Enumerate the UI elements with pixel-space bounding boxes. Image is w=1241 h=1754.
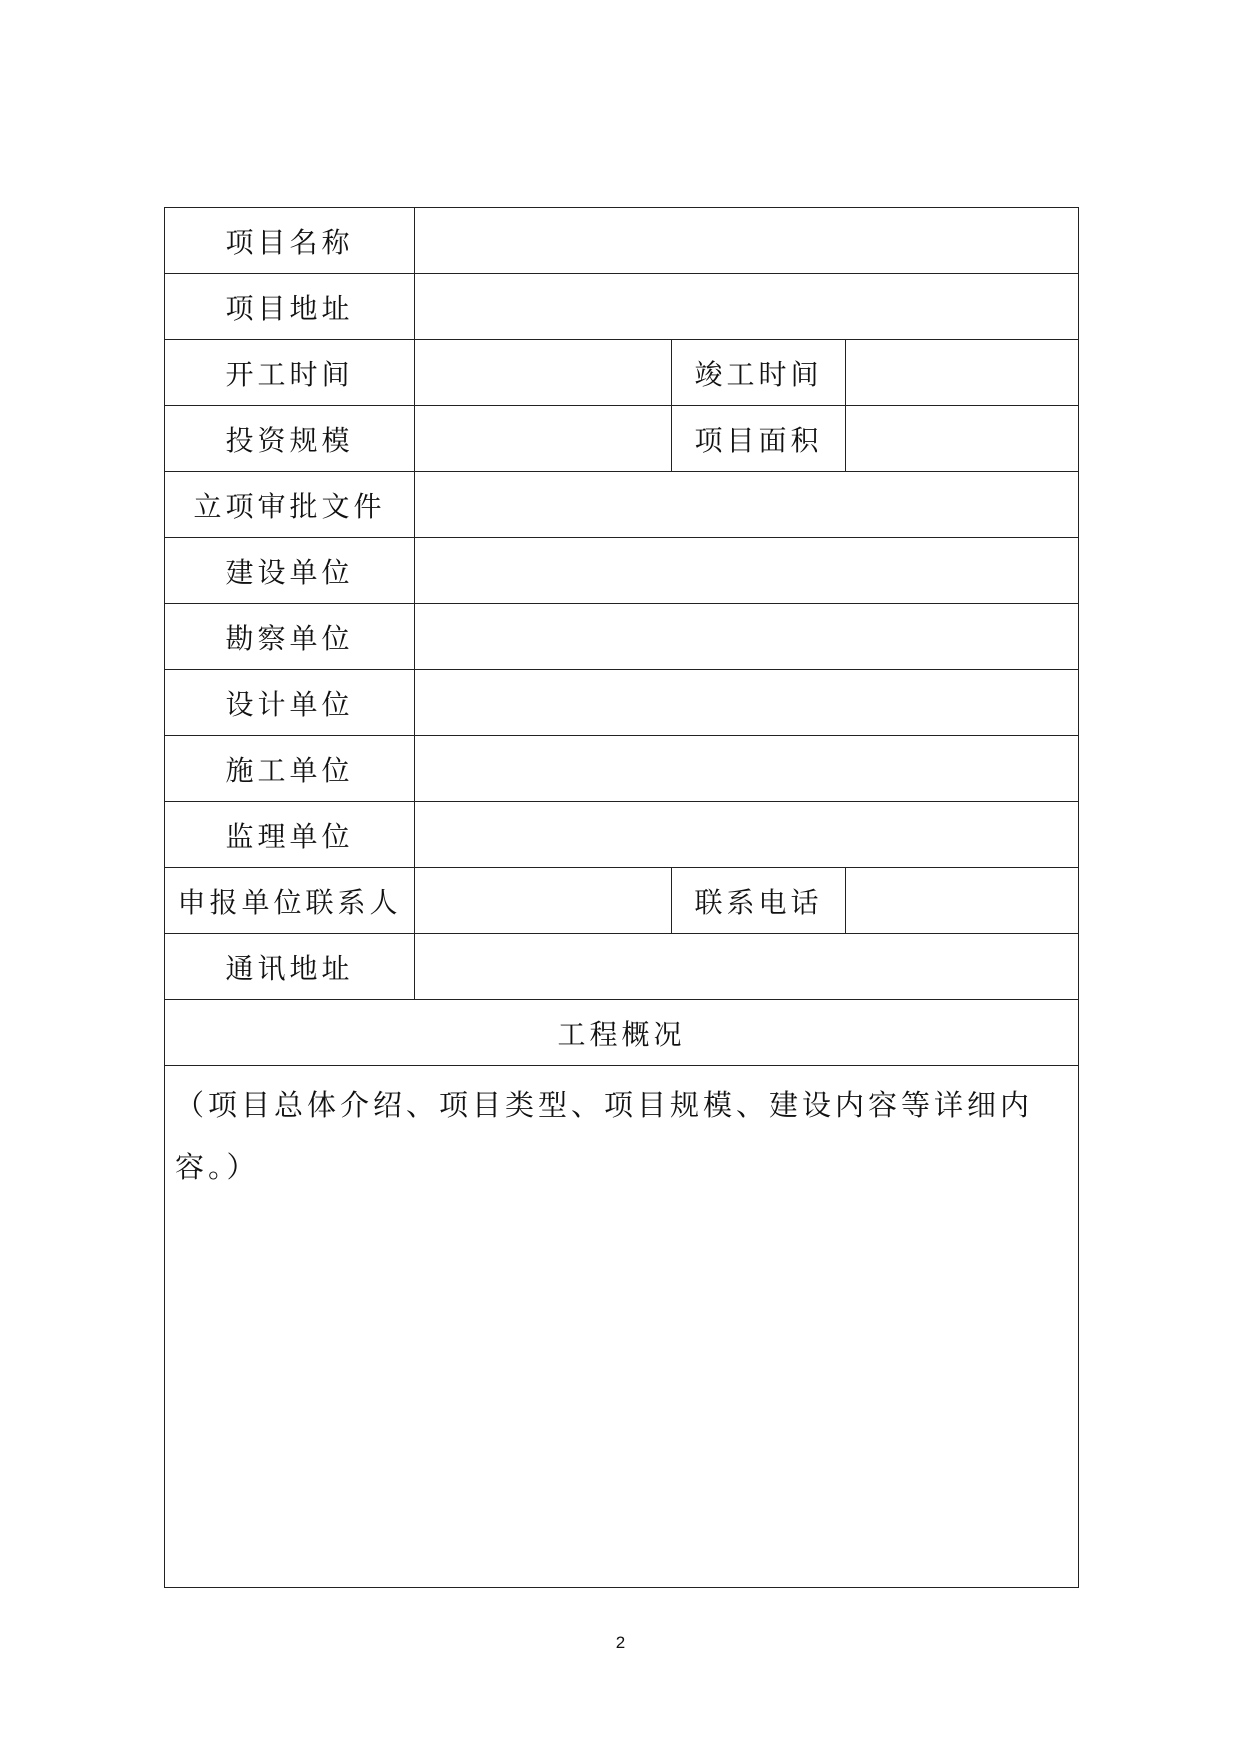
project-area-label: 项目面积 [672, 406, 846, 472]
row-mailing-address [165, 934, 1079, 1000]
design-unit-field[interactable] [415, 670, 1079, 736]
project-address-field[interactable] [415, 274, 1079, 340]
completion-time-field[interactable] [846, 340, 1079, 406]
row-design-unit [165, 670, 1079, 736]
start-time-field[interactable] [415, 340, 672, 406]
project-area-field[interactable] [846, 406, 1079, 472]
applicant-contact-label: 申报单位联系人 [165, 868, 415, 934]
construction-unit-label: 建设单位 [165, 538, 415, 604]
overview-text-area[interactable]: （项目总体介绍、项目类型、项目规模、建设内容等详细内容。） [165, 1066, 1079, 1588]
row-project-name [165, 208, 1079, 274]
mailing-address-field[interactable] [415, 934, 1079, 1000]
row-project-address [165, 274, 1079, 340]
builder-unit-label: 施工单位 [165, 736, 415, 802]
investment-scale-field[interactable] [415, 406, 672, 472]
mailing-address-label: 通讯地址 [165, 934, 415, 1000]
row-overview-body [165, 1066, 1079, 1588]
investment-scale-label: 投资规模 [165, 406, 415, 472]
approval-document-field[interactable] [415, 472, 1079, 538]
row-contact [165, 868, 1079, 934]
survey-unit-field[interactable] [415, 604, 1079, 670]
project-info-form [164, 207, 1079, 1588]
project-name-field[interactable] [415, 208, 1079, 274]
completion-time-label: 竣工时间 [672, 340, 846, 406]
contact-phone-label: 联系电话 [672, 868, 846, 934]
applicant-contact-field[interactable] [415, 868, 672, 934]
row-builder-unit [165, 736, 1079, 802]
supervision-unit-label: 监理单位 [165, 802, 415, 868]
construction-unit-field[interactable] [415, 538, 1079, 604]
contact-phone-field[interactable] [846, 868, 1079, 934]
row-dates [165, 340, 1079, 406]
supervision-unit-field[interactable] [415, 802, 1079, 868]
approval-document-label: 立项审批文件 [165, 472, 415, 538]
row-construction-unit [165, 538, 1079, 604]
row-supervision-unit [165, 802, 1079, 868]
row-survey-unit [165, 604, 1079, 670]
builder-unit-field[interactable] [415, 736, 1079, 802]
row-scale-area [165, 406, 1079, 472]
overview-section-title: 工程概况 [165, 1000, 1079, 1066]
start-time-label: 开工时间 [165, 340, 415, 406]
page-number: 2 [615, 1633, 626, 1652]
row-approval-document [165, 472, 1079, 538]
survey-unit-label: 勘察单位 [165, 604, 415, 670]
project-name-label: 项目名称 [165, 208, 415, 274]
project-address-label: 项目地址 [165, 274, 415, 340]
design-unit-label: 设计单位 [165, 670, 415, 736]
row-overview-title [165, 1000, 1079, 1066]
